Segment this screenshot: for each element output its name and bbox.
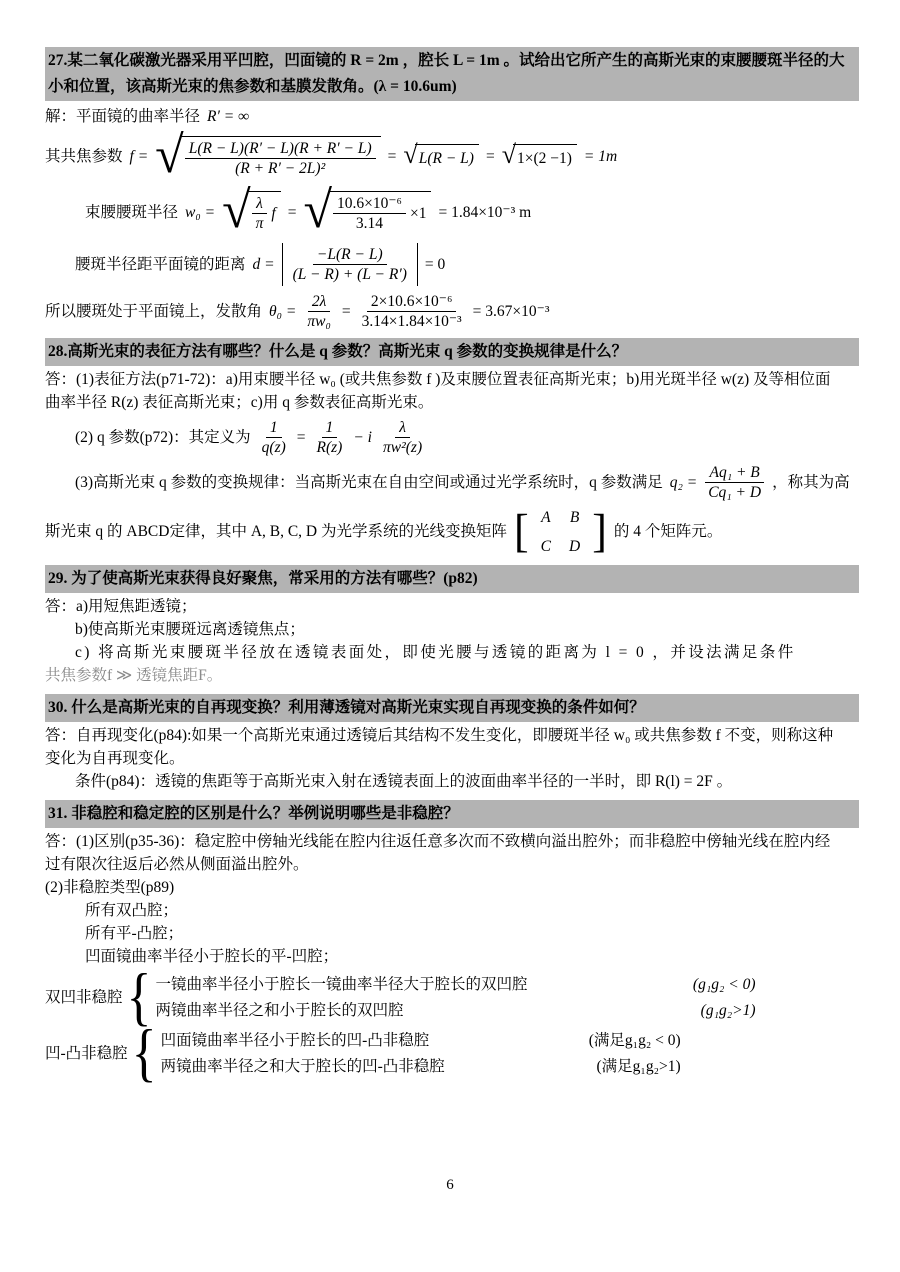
absolute-value-bars	[282, 243, 418, 286]
fraction	[303, 292, 335, 331]
question-28-header-text: 28.高斯光束的表征方法有哪些？什么是 q 参数？高斯光束 q 参数的变换规律是什么？	[48, 342, 628, 360]
q28-rule-prefix: (3)高斯光束 q 参数的变换规律：当高斯光束在自由空间或通过光学系统时，q 参数满足	[75, 473, 663, 491]
fraction-numerator: 1	[266, 418, 282, 438]
radical-sign-icon: √	[303, 182, 332, 240]
sqrt-radical	[222, 182, 281, 240]
minus-i-term: − i	[353, 428, 372, 446]
fraction-denominator: πw₀	[307, 312, 331, 330]
fraction-numerator: 2×10.6×10⁻⁶	[367, 292, 456, 312]
q27-solution-label: 解：平面镜的曲率半径	[45, 108, 201, 125]
q27-distance-lhs: d =	[252, 255, 275, 273]
q31-type3: 凹面镜曲率半径小于腔长的平-凹腔；	[85, 947, 339, 965]
q29-answer-a: 答：a)用短焦距透镜；	[45, 597, 197, 615]
q31-concave-convex-row1	[161, 1029, 681, 1052]
radicand: 1×(2 −1)	[513, 144, 577, 170]
q27-divergence-lhs: θ₀ =	[269, 302, 297, 320]
q27-confocal-lhs: f =	[129, 148, 149, 166]
right-bracket-icon: ]	[592, 505, 607, 558]
fraction	[289, 245, 411, 284]
equals-sign: =	[387, 148, 397, 166]
q31-type2: 所有平-凸腔；	[85, 924, 184, 942]
fraction-denominator: 3.14×1.84×10⁻³	[361, 312, 462, 330]
q27-divergence-formula	[45, 292, 859, 331]
q28-qdef-formula	[45, 418, 859, 457]
q28-rule-line2-prefix: 斯光束 q 的 ABCD定律，其中 A, B, C, D 为光学系统的光线变换矩阵	[45, 523, 508, 541]
document-content	[45, 47, 859, 1089]
q27-distance-formula	[45, 243, 859, 286]
q28-rule-line1	[45, 463, 859, 502]
fraction-numerator: 2λ	[308, 292, 330, 312]
fraction	[704, 463, 765, 502]
q29-answer-b: b)使高斯光束腰斑远离透镜焦点；	[75, 620, 305, 638]
page-number: 6	[446, 1177, 454, 1193]
fraction-numerator: Aq₁ + B	[705, 463, 763, 483]
matrix-element-d: D	[569, 537, 581, 555]
fraction-numerator: λ	[395, 418, 410, 438]
q31-biconcave-row1	[155, 973, 755, 996]
q31-type1: 所有双凸腔；	[85, 901, 179, 919]
radical-sign-icon: √	[222, 182, 251, 240]
question-30-header-text: 30. 什么是高斯光束的自再现变换？利用薄透镜对高斯光束实现自再现变换的条件如何？	[48, 698, 645, 716]
q27-waist-label: 束腰腰斑半径	[85, 203, 179, 221]
fraction	[185, 139, 376, 178]
q29-answer-c-line2: 共焦参数f ≫ 透镜焦距F。	[45, 666, 223, 684]
fraction-denominator: 3.14	[355, 215, 384, 233]
q28-qdef-prefix: (2) q 参数(p72)：其定义为	[75, 428, 251, 446]
fraction-denominator: R(z)	[316, 438, 343, 456]
q31-biconcave-label: 双凹非稳腔	[45, 989, 123, 1007]
question-27-header-line1: 27.某二氧化碳激光器采用平凹腔，凹面镜的 R = 2m ，腔长 L = 1m 。试给出它所产生的高斯光束的束腰腰斑半径的大	[48, 52, 845, 69]
q30-answer-line1: 答：自再现变化(p84):如果一个高斯光束通过透镜后其结构不发生变化，即腰斑半径 w₀ 或共焦参数 f 不变，则称这种	[45, 726, 834, 744]
q27-divergence-prefix: 所以腰斑处于平面镜上，发散角	[45, 302, 263, 320]
fraction-denominator: (L − R) + (L − R′)	[292, 265, 407, 283]
radical-sign-icon: √	[501, 140, 516, 170]
fraction-denominator: π	[255, 215, 264, 233]
radicand-tail: ×1	[409, 205, 427, 223]
q31-types-title: (2)非稳腔类型(p89)	[45, 878, 175, 896]
q31-answer-line2: 过有限次往返后必然从侧面溢出腔外。	[45, 855, 309, 873]
q31-biconcave-group	[45, 961, 859, 1033]
q31-concave-convex-group	[45, 1017, 859, 1089]
question-29-header-text: 29. 为了使高斯光束获得良好聚焦，常采用的方法有哪些？(p82)	[48, 569, 478, 587]
q27-confocal-result: = 1m	[583, 148, 618, 166]
matrix-element-b: B	[569, 508, 580, 526]
fraction-denominator: πw²(z)	[383, 438, 423, 456]
fraction-numerator: −L(R − L)	[313, 245, 387, 265]
fraction-numerator: 1	[322, 418, 338, 438]
q27-waist-formula	[45, 182, 859, 240]
q28-rule-line2-suffix: 的 4 个矩阵元。	[613, 523, 723, 541]
q31-concave-convex-row2	[161, 1055, 681, 1078]
question-31-header-text: 31. 非稳腔和稳定腔的区别是什么？举例说明哪些是非稳腔？	[48, 804, 459, 822]
q27-divergence-result: = 3.67×10⁻³	[472, 302, 550, 320]
question-30-header	[45, 694, 859, 722]
q29-answer-c-line1: c) 将高斯光束腰斑半径放在透镜表面处，即使光腰与透镜的距离为 l = 0 ，并设法满足条件	[75, 643, 796, 661]
q31-biconcave-row1-condition: (g₁g₂ < 0)	[692, 976, 756, 994]
left-brace-icon: {	[131, 1017, 157, 1089]
fraction	[258, 418, 290, 457]
q28-rule-lhs: q₂ =	[669, 473, 698, 491]
q27-waist-result: = 1.84×10⁻³ m	[438, 203, 532, 221]
matrix-element-a: A	[541, 508, 551, 526]
sqrt-radical	[155, 127, 381, 184]
q28-rule-line2	[45, 506, 859, 558]
left-brace-icon: {	[126, 961, 152, 1033]
q30-answer-line2: 变化为自再现变化。	[45, 749, 185, 767]
equals-sign: =	[287, 203, 297, 221]
q31-concave-convex-label: 凹-凸非稳腔	[45, 1045, 128, 1063]
fraction	[313, 418, 347, 457]
q28-rule-suffix: ，称其为高	[772, 473, 850, 491]
sqrt-radical	[501, 140, 577, 170]
fraction	[252, 194, 268, 233]
question-27-header	[45, 47, 859, 101]
q27-distance-label: 腰斑半径距平面镜的距离	[75, 255, 246, 273]
fraction-numerator: λ	[252, 194, 267, 214]
equals-sign: =	[341, 302, 351, 320]
fraction	[379, 418, 426, 457]
abcd-matrix	[536, 506, 586, 558]
q30-condition: 条件(p84)：透镜的焦距等于高斯光束入射在透镜表面上的波面曲率半径的一半时，即 R(l) = 2F 。	[75, 772, 733, 790]
q31-concave-convex-row1-condition: (满足g₁g₂ < 0)	[588, 1032, 681, 1050]
equals-sign: =	[485, 148, 495, 166]
equals-sign: =	[296, 428, 306, 446]
q31-concave-convex-row2-text: 两镜曲率半径之和大于腔长的凹-凸非稳腔	[160, 1058, 445, 1076]
q27-confocal-label: 其共焦参数	[45, 148, 123, 166]
q27-distance-result: = 0	[424, 255, 446, 273]
matrix-element-c: C	[540, 537, 552, 555]
fraction	[358, 292, 466, 331]
question-27-header-line2: 小和位置，该高斯光束的焦参数和基膜发散角。(λ = 10.6um)	[48, 78, 457, 95]
q28-answer-line2: 曲率半径 R(z) 表征高斯光束；c)用 q 参数表征高斯光束。	[45, 393, 434, 411]
q31-concave-convex-row2-condition: (满足g₁g₂>1)	[596, 1058, 681, 1076]
q31-answer-line1: 答：(1)区别(p35-36)：稳定腔中傍轴光线能在腔内往返任意多次而不致横向溢出腔外；而非稳腔中傍轴光线在腔内经	[45, 832, 831, 850]
q27-waist-lhs: w₀ =	[185, 203, 216, 221]
fraction-numerator: L(R − L)(R′ − L)(R + R′ − L)	[185, 139, 376, 159]
fraction-denominator: Cq₁ + D	[708, 483, 762, 501]
q27-confocal-formula	[45, 127, 859, 184]
radicand: L(R − L)	[415, 144, 479, 170]
left-bracket-icon: [	[514, 505, 529, 558]
sqrt-radical	[303, 182, 431, 240]
sqrt-radical	[403, 140, 479, 170]
fraction-denominator: q(z)	[261, 438, 286, 456]
q31-biconcave-row1-text: 一镜曲率半径小于腔长一镜曲率半径大于腔长的双凹腔	[155, 976, 528, 994]
radical-sign-icon: √	[155, 127, 184, 184]
q31-concave-convex-row1-text: 凹面镜曲率半径小于腔长的凹-凸非稳腔	[160, 1032, 430, 1050]
radical-sign-icon: √	[403, 140, 418, 170]
fraction	[333, 194, 406, 233]
question-29-header	[45, 565, 859, 593]
q28-answer-line1: 答：(1)表征方法(p71-72)：a)用束腰半径 w₀ (或共焦参数 f )及束腰位置表征高斯光束；b)用光斑半径 w(z) 及等相位面	[45, 370, 831, 388]
q31-biconcave-row2	[155, 999, 755, 1022]
fraction-numerator: 10.6×10⁻⁶	[333, 194, 406, 214]
q31-biconcave-row2-text: 两镜曲率半径之和小于腔长的双凹腔	[155, 1002, 404, 1020]
question-31-header	[45, 800, 859, 828]
q31-biconcave-row2-condition: (g₁g₂>1)	[700, 1002, 756, 1020]
radicand-tail: f	[271, 205, 276, 223]
q27-solution-value: R′ = ∞	[207, 108, 250, 125]
fraction-denominator: (R + R′ − 2L)²	[235, 159, 326, 177]
q27-solution-line	[45, 105, 859, 128]
question-28-header	[45, 338, 859, 366]
